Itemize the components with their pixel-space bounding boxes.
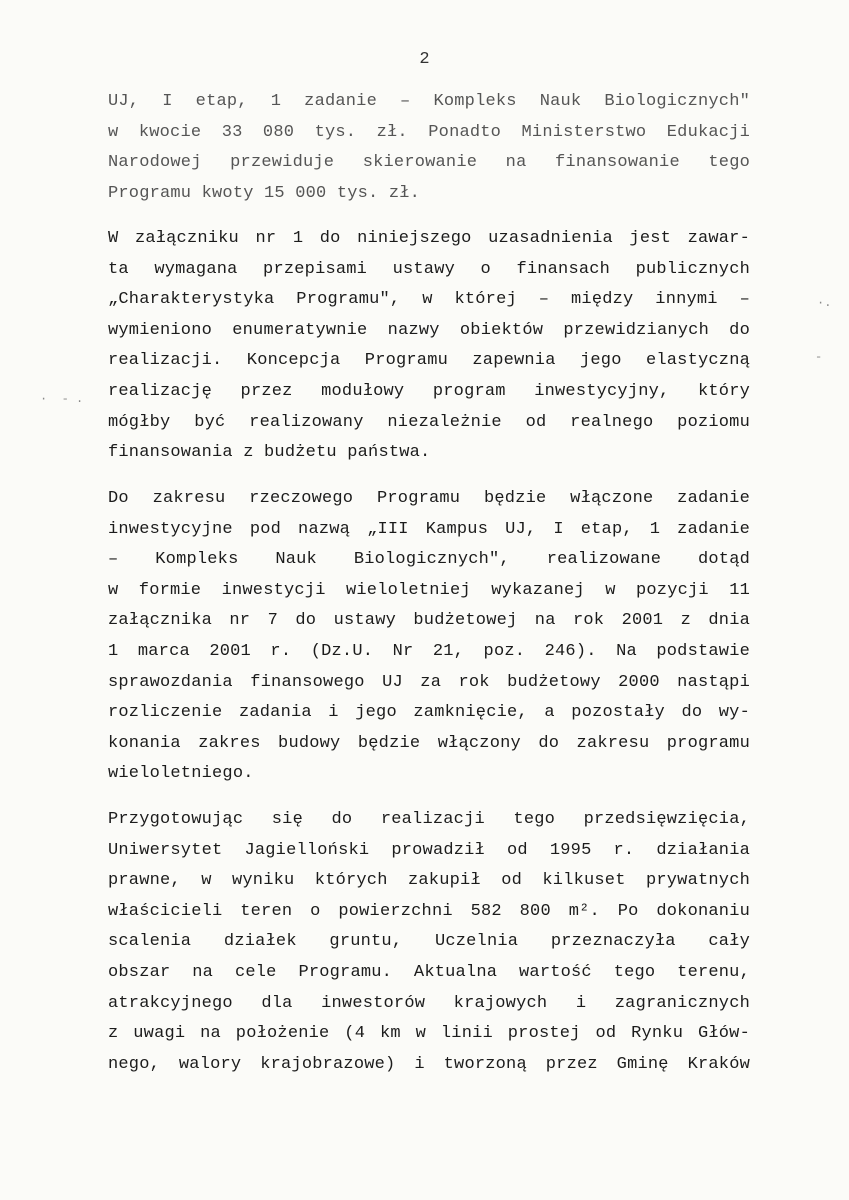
paragraph-line: – Kompleks Nauk Biologicznych", realizowane dotąd [108,550,750,570]
paragraph-2 [108,224,750,469]
paragraph-line: Przygotowując się do realizacji tego przedsięwzięcia, [108,810,750,829]
paragraph-line: mógłby być realizowany niezależnie od realnego poziomu [108,412,750,432]
paragraph-line: ta wymagana przepisami ustawy o finansach publicznych [108,259,750,279]
paragraph-line: Programu kwoty 15 000 tys. zł. [108,183,421,203]
paragraph-line: w formie inwestycji wieloletniej wykazanej w pozycji 11 [108,580,750,600]
paragraph-line: inwestycyjne pod nazwą „III Kampus UJ, I etap, 1 zadanie [108,519,750,539]
scan-speck: - [815,350,823,364]
paragraph-line: finansowania z budżetu państwa. [108,443,431,463]
paragraph-line: scalenia działek gruntu, Uczelnia przeznaczyła cały [108,932,750,952]
paragraph-line: W załączniku nr 1 do niniejszego uzasadnienia jest zawar- [108,229,750,248]
paragraph-line: realizację przez modułowy program inwestycyjny, który [108,381,750,401]
paragraph-line: nego, walory krajobrazowe) i tworzoną przez Gminę Kraków [108,1054,750,1074]
paragraph-line: atrakcyjnego dla inwestorów krajowych i zagranicznych [108,993,750,1013]
scan-speck: · - . [40,392,84,406]
paragraph-line: Narodowej przewiduje skierowanie na finansowanie tego [108,153,750,173]
paragraph-line: konania zakres budowy będzie włączony do zakresu programu [108,733,750,753]
paragraph-line: załącznika nr 7 do ustawy budżetowej na rok 2001 z dnia [108,611,750,631]
paragraph-3 [108,484,750,790]
page-number: 2 [419,50,430,69]
paragraph-line: obszar na cele Programu. Aktualna wartość tego terenu, [108,962,750,982]
paragraph-line: Uniwersytet Jagielloński prowadził od 1995 r. działania [108,840,750,860]
paragraph-line: w kwocie 33 080 tys. zł. Ponadto Ministerstwo Edukacji [108,122,750,142]
paragraph-4 [108,805,750,1080]
paragraph-line: UJ, I etap, 1 zadanie – Kompleks Nauk Biologicznych" [108,92,750,111]
paragraph-line: Do zakresu rzeczowego Programu będzie włączone zadanie [108,489,750,508]
paragraph-line: „Charakterystyka Programu", w której – między innymi – [108,290,750,310]
paragraph-line: 1 marca 2001 r. (Dz.U. Nr 21, poz. 246). Na podstawie [108,641,750,661]
paragraph-line: wymieniono enumeratywnie nazwy obiektów przewidzianych do [108,320,750,340]
paragraph-line: wieloletniego. [108,764,254,784]
paragraph-line: właścicieli teren o powierzchni 582 800 m². Po dokonaniu [108,901,750,921]
paragraph-1 [108,87,750,209]
scan-speck: ·. [817,296,832,310]
paragraph-line: z uwagi na położenie (4 km w linii prostej od Rynku Głów- [108,1024,750,1044]
paragraph-line: realizacji. Koncepcja Programu zapewnia jego elastyczną [108,351,750,371]
paragraph-line: prawne, w wyniku których zakupił od kilkuset prywatnych [108,871,750,891]
paragraph-line: rozliczenie zadania i jego zamknięcie, a pozostały do wy- [108,703,750,723]
paragraph-line: sprawozdania finansowego UJ za rok budżetowy 2000 nastąpi [108,672,750,692]
